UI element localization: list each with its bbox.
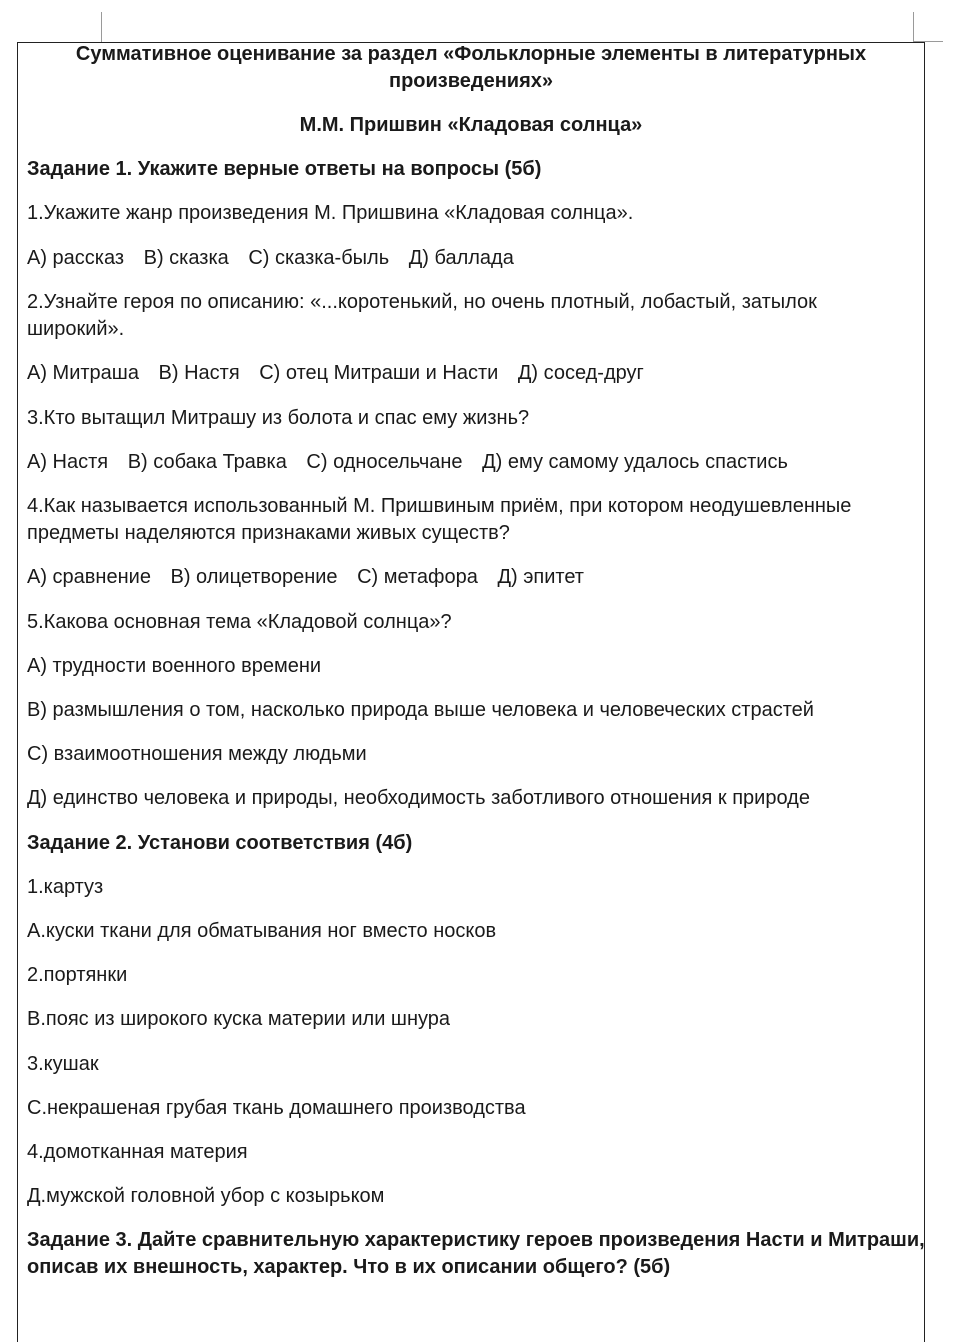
question-2-line-2: широкий». xyxy=(27,318,125,340)
match-definition-a: А.куски ткани для обматывания ног вместо носков xyxy=(27,920,497,942)
task3-heading-line-1: Задание 3. Дайте сравнительную характеристику героев произведения Насти и Митраши, xyxy=(27,1229,925,1251)
question-5: 5.Какова основная тема «Кладовой солнца»? xyxy=(27,611,452,633)
option-d: Д) ему самому удалось спастись xyxy=(482,451,788,473)
option-b: В) олицетворение xyxy=(170,566,338,588)
crop-mark-left-vertical xyxy=(101,12,102,42)
match-term-2: 2.портянки xyxy=(27,964,128,986)
task3-heading-line-2: описав их внешность, характер. Что в их описании общего? (5б) xyxy=(27,1256,671,1278)
task2-heading: Задание 2. Установи соответствия (4б) xyxy=(27,832,413,854)
question-5-option-c: С) взаимоотношения между людьми xyxy=(27,743,367,765)
option-a: А) сравнение xyxy=(27,566,151,588)
question-4-line-2: предметы наделяются признаками живых существ? xyxy=(27,522,510,544)
option-c: С) отец Митраши и Насти xyxy=(259,362,499,384)
question-5-option-d: Д) единство человека и природы, необходимость заботливого отношения к природе xyxy=(27,787,810,809)
question-4-options xyxy=(27,564,584,591)
question-5-option-a: А) трудности военного времени xyxy=(27,655,322,677)
subtitle: М.М. Пришвин «Кладовая солнца» xyxy=(299,114,643,136)
question-2-line-1: 2.Узнайте героя по описанию: «...коротенький, но очень плотный, лобастый, затылок xyxy=(27,291,817,313)
option-d: Д) эпитет xyxy=(497,566,584,588)
match-definition-d: Д.мужской головной убор с козырьком xyxy=(27,1185,385,1207)
option-b: В) Настя xyxy=(158,362,240,384)
match-term-3: 3.кушак xyxy=(27,1053,99,1075)
option-c: С) метафора xyxy=(357,566,478,588)
match-definition-b: В.пояс из широкого куска материи или шнура xyxy=(27,1008,451,1030)
option-b: В) собака Травка xyxy=(127,451,287,473)
question-1: 1.Укажите жанр произведения М. Пришвина «Кладовая солнца». xyxy=(27,202,634,224)
title-line-1: Суммативное оценивание за раздел «Фольклорные элементы в литературных xyxy=(75,43,867,65)
option-d: Д) баллада xyxy=(408,247,514,269)
option-d: Д) сосед-друг xyxy=(517,362,644,384)
option-c: С) односельчане xyxy=(306,451,463,473)
question-3: 3.Кто вытащил Митрашу из болота и спас ему жизнь? xyxy=(27,407,530,429)
crop-mark-right-vertical xyxy=(913,12,914,42)
title-line-2: произведениях» xyxy=(388,70,553,92)
option-a: А) рассказ xyxy=(27,247,125,269)
question-3-options xyxy=(27,449,788,476)
question-1-options xyxy=(27,245,514,272)
match-term-4: 4.домотканная материя xyxy=(27,1141,248,1163)
task1-heading: Задание 1. Укажите верные ответы на вопросы (5б) xyxy=(27,158,542,180)
option-b: В) сказка xyxy=(143,247,229,269)
question-5-option-b: В) размышления о том, насколько природа выше человека и человеческих страстей xyxy=(27,699,814,721)
match-definition-c: С.некрашеная грубая ткань домашнего производства xyxy=(27,1097,526,1119)
match-term-1: 1.картуз xyxy=(27,876,104,898)
option-a: А) Настя xyxy=(27,451,109,473)
option-a: А) Митраша xyxy=(27,362,139,384)
question-4-line-1: 4.Как называется использованный М. Пришвиным приём, при котором неодушевленные xyxy=(27,495,852,517)
option-c: С) сказка-быль xyxy=(248,247,390,269)
question-2-options xyxy=(27,360,644,387)
